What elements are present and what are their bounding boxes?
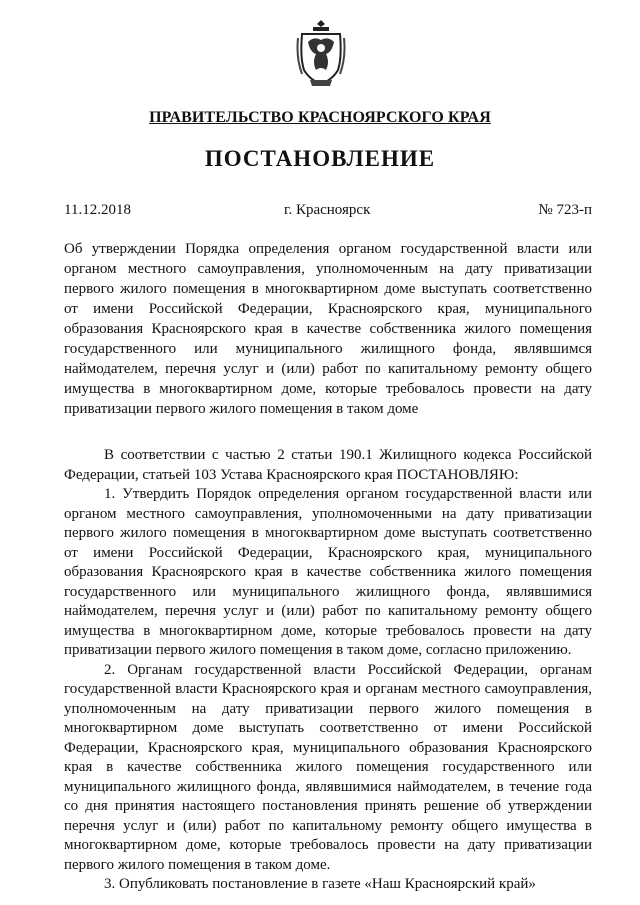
document-date: 11.12.2018 [64, 202, 131, 218]
document-meta [64, 202, 592, 224]
document-city: г. Красноярск [284, 202, 371, 218]
krasnoyarsk-coat-of-arms-icon [296, 18, 346, 88]
document-body [64, 446, 592, 895]
item-1-paragraph: 1. Утвердить Порядок определения органом государственной власти или органом местного самоуправления, уполномоченными на дату приватизации первого жилого помещения в многоквартирном доме выступать соответственно от имени Российской Федерации, Красноярского края, муниципального образования Красноярского края в качестве собственника жилого помещения государственного или муниципального жилищного фонда, являвшимися наймодателем, перечня услуг и (или) работ по капитальному ремонту общего имущества в многоквартирном доме, которые требовалось провести на дату приватизации первого жилого помещения в таком доме, согласно приложению. [64, 486, 592, 658]
document-type: ПОСТАНОВЛЕНИЕ [204, 146, 436, 171]
document-subject: Об утверждении Порядка определения органом государственной власти или органом местного самоуправления, уполномоченным на дату приватизации первого жилого помещения в многоквартирном доме выступать соответственно от имени Российской Федерации, Красноярского края, муниципального образования Красноярского края в качестве собственника жилого помещения государственного или муниципального жилищного фонда, являвшимся наймодателем, перечня услуг и (или) работ по капитальному ремонту общего имущества в многоквартирном доме, которые требовалось провести на дату приватизации первого жилого помещения в таком доме [64, 241, 592, 417]
item-3-paragraph: 3. Опубликовать постановление в газете «Наш Красноярский край» [104, 876, 536, 892]
document-number: № 723-п [538, 202, 592, 218]
item-2-paragraph: 2. Органам государственной власти Российской Федерации, органам государственной власти Красноярского края и органам местного самоуправления, уполномоченным на дату приватизации первого жилого помещения в многоквартирном доме выступать соответственно от имени Российской Федерации, Красноярского края, муниципального образования Красноярского края в качестве собственника жилого помещения государственного или муниципального жилищного фонда, являвшимися наймодателем, в течение года со дня принятия настоящего постановления принять решение об утверждении перечня услуг и (или) работ по капитальному ремонту общего имущества в многоквартирном доме, которые требовалось провести на дату приватизации первого жилого помещения в таком доме. [64, 661, 592, 873]
government-name: ПРАВИТЕЛЬСТВО КРАСНОЯРСКОГО КРАЯ [149, 109, 491, 126]
preamble-paragraph: В соответствии с частью 2 статьи 190.1 Жилищного кодекса Российской Федерации, статьей 103 Устава Красноярского края ПОСТАНОВЛЯЮ: [64, 447, 592, 483]
